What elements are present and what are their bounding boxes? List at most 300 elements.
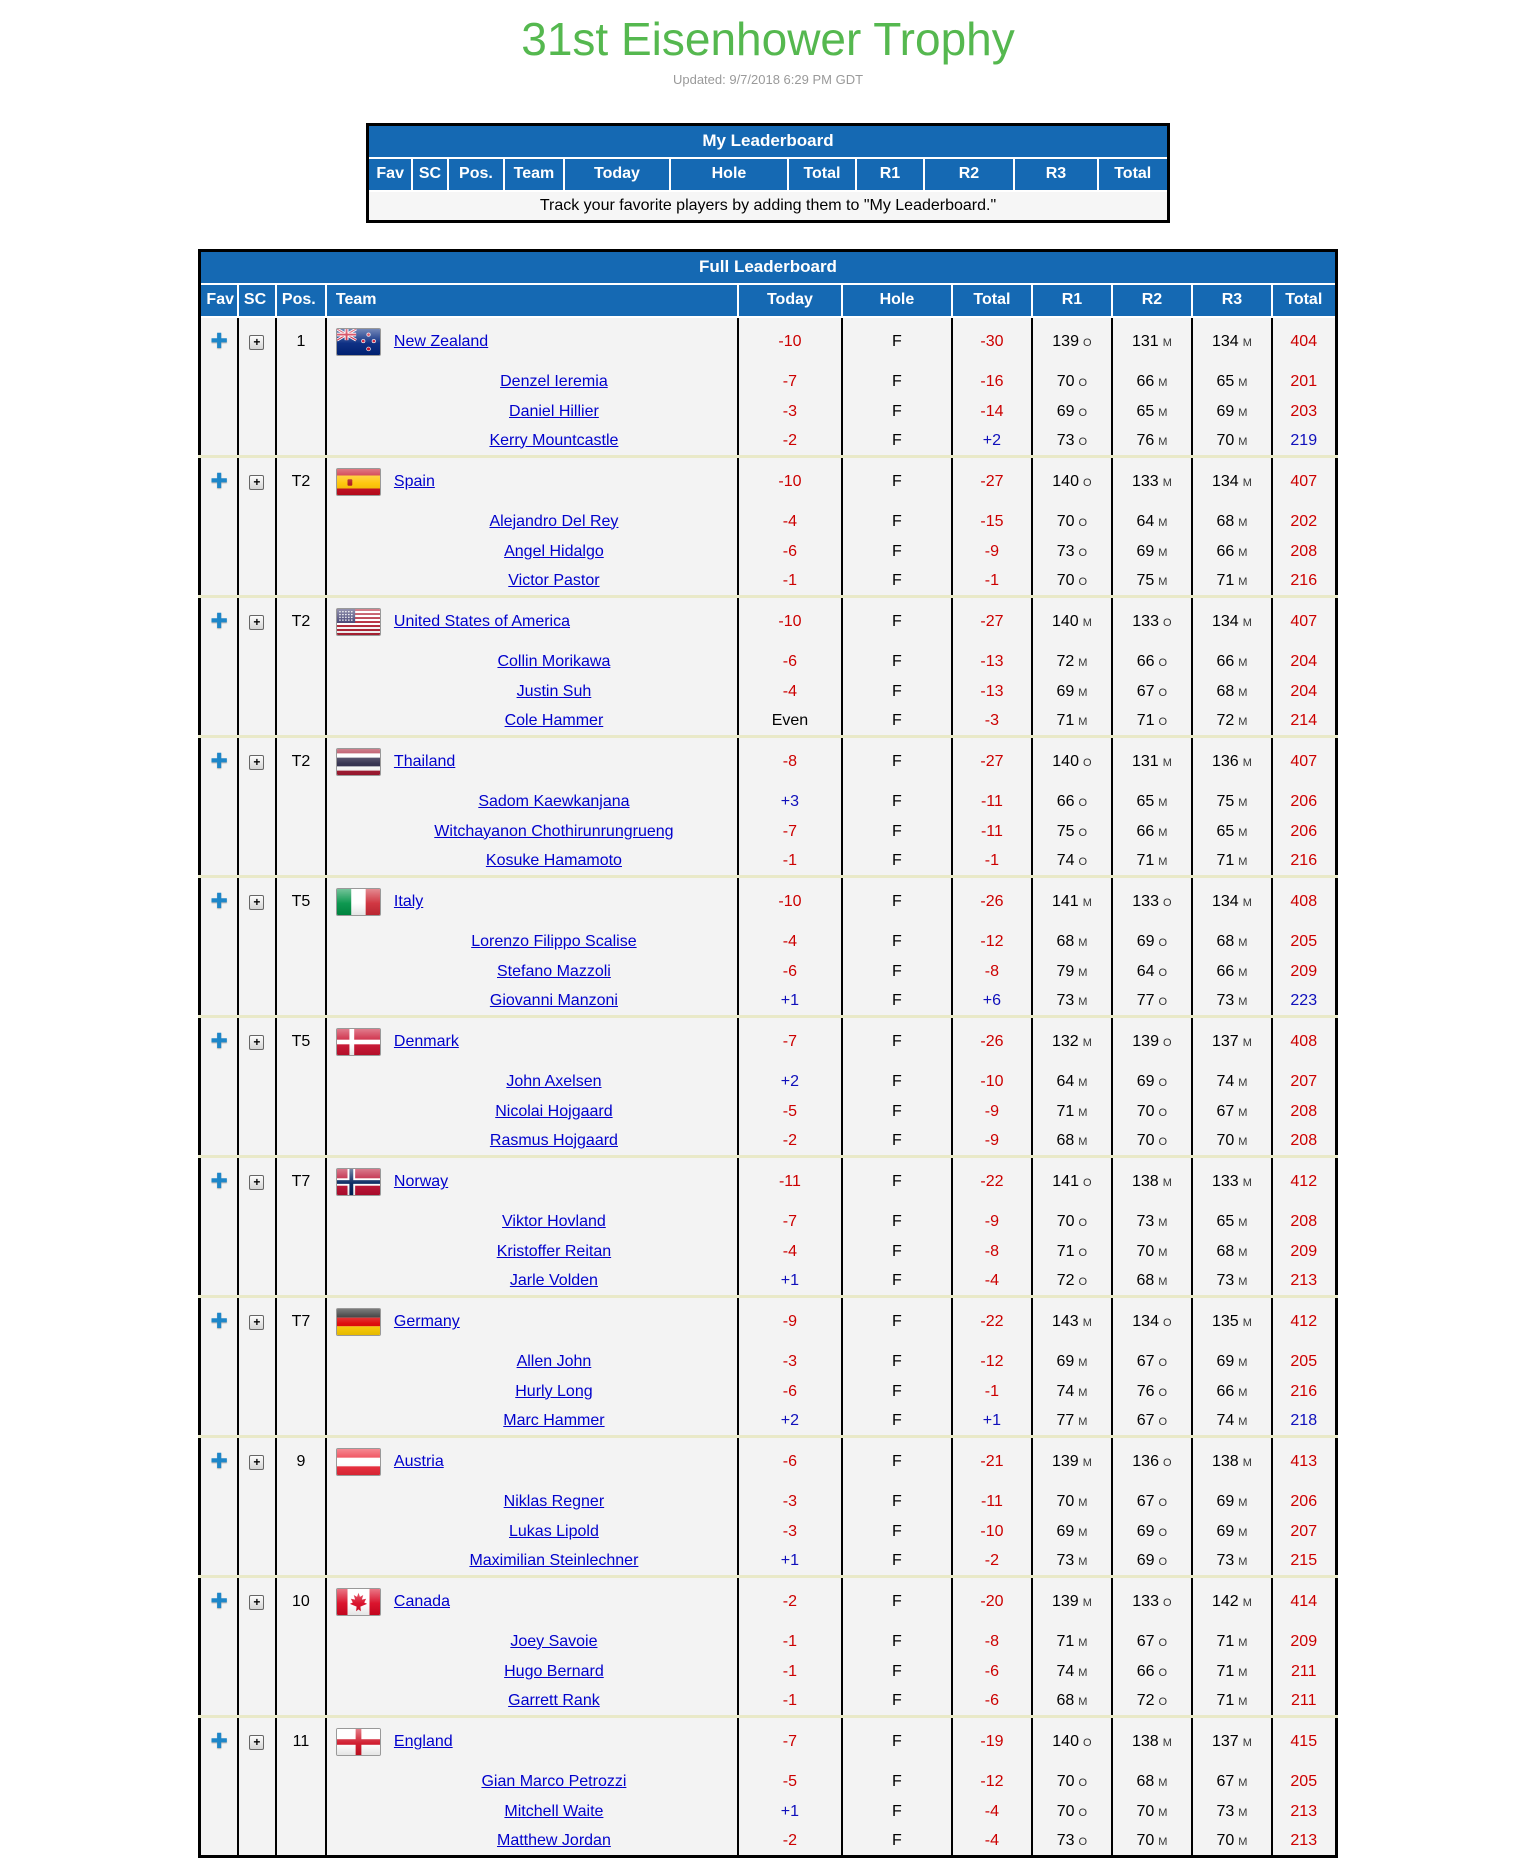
course-letter: O	[1158, 1526, 1168, 1539]
my-leaderboard-message: Track your favorite players by adding them to "My Leaderboard."	[368, 191, 1168, 222]
player-today-cell: -4	[738, 1237, 842, 1267]
player-link[interactable]: Marc Hammer	[503, 1411, 605, 1429]
team-name-cell	[326, 597, 738, 647]
course-letter: M	[1238, 1666, 1248, 1679]
course-letter: O	[1158, 1695, 1168, 1708]
player-link[interactable]: Giovanni Manzoni	[489, 991, 618, 1009]
team-position-cell: 10	[276, 1577, 326, 1627]
course-letter: M	[1082, 1597, 1092, 1610]
fav-cell-empty	[200, 817, 238, 847]
team-r2-cell: 133 M	[1112, 457, 1192, 507]
fav-cell-empty	[200, 1407, 238, 1437]
col-header-r2: R2	[1112, 284, 1192, 317]
course-letter: M	[1238, 936, 1248, 949]
team-group	[200, 1017, 1336, 1157]
player-link[interactable]: Kosuke Hamamoto	[485, 851, 622, 869]
pos-cell-empty	[276, 987, 326, 1017]
add-favorite-icon[interactable]: ✚	[210, 1730, 228, 1754]
player-total-topar-cell: -9	[952, 537, 1032, 567]
player-r1-cell: 73 M	[1032, 987, 1112, 1017]
player-name-cell	[326, 987, 738, 1017]
player-link[interactable]: Matthew Jordan	[497, 1831, 611, 1849]
player-today-cell: -6	[738, 1377, 842, 1407]
sc-cell	[238, 1297, 276, 1347]
player-cumulative-total-cell: 215	[1272, 1547, 1336, 1577]
team-link[interactable]: Norway	[393, 1173, 449, 1191]
sc-cell-empty	[238, 427, 276, 457]
flag-thailand-icon	[336, 748, 381, 776]
player-r2-cell: 67 O	[1112, 677, 1192, 707]
team-cumulative-total-cell: 407	[1272, 457, 1336, 507]
fav-cell-empty	[200, 1827, 238, 1857]
team-link[interactable]: England	[393, 1733, 453, 1751]
sc-cell	[238, 1437, 276, 1487]
course-letter: M	[1238, 546, 1248, 559]
sc-cell-empty	[238, 957, 276, 987]
pos-cell-empty	[276, 647, 326, 677]
sc-cell	[238, 877, 276, 927]
player-cumulative-total-cell: 205	[1272, 1767, 1336, 1797]
add-favorite-icon[interactable]: ✚	[210, 470, 228, 494]
course-letter: M	[1242, 1177, 1252, 1190]
sc-cell-empty	[238, 1767, 276, 1797]
course-letter: O	[1162, 617, 1172, 630]
player-r2-cell: 76 O	[1112, 1377, 1192, 1407]
player-name-cell	[326, 1547, 738, 1577]
add-favorite-icon[interactable]: ✚	[210, 610, 228, 634]
player-link[interactable]: Kristoffer Reitan	[496, 1242, 612, 1260]
team-position-cell: T2	[276, 457, 326, 507]
player-r2-cell: 66 M	[1112, 817, 1192, 847]
player-row	[200, 1687, 1336, 1717]
player-r3-cell: 67 M	[1192, 1767, 1272, 1797]
player-row	[200, 847, 1336, 877]
player-cumulative-total-cell: 207	[1272, 1517, 1336, 1547]
fav-cell	[200, 1297, 238, 1347]
player-hole-cell: F	[842, 427, 952, 457]
course-letter: O	[1082, 1737, 1092, 1750]
player-r1-cell: 70 O	[1032, 507, 1112, 537]
player-cumulative-total-cell: 213	[1272, 1827, 1336, 1857]
player-r1-cell: 66 O	[1032, 787, 1112, 817]
player-link[interactable]: Lukas Lipold	[509, 1522, 599, 1540]
player-name-cell	[326, 1267, 738, 1297]
expand-scorecard-button[interactable]: +	[249, 475, 264, 490]
player-row	[200, 647, 1336, 677]
fav-cell-empty	[200, 1097, 238, 1127]
player-link[interactable]: Witchayanon Chothirunrungrueng	[434, 822, 674, 840]
player-hole-cell: F	[842, 367, 952, 397]
player-hole-cell: F	[842, 647, 952, 677]
pos-cell-empty	[276, 1267, 326, 1297]
fav-cell	[200, 1717, 238, 1767]
player-row	[200, 1127, 1336, 1157]
fav-cell-empty	[200, 1347, 238, 1377]
player-r1-cell: 73 O	[1032, 427, 1112, 457]
player-link[interactable]: Gian Marco Petrozzi	[481, 1772, 627, 1790]
team-name-wrap	[327, 888, 737, 916]
player-cumulative-total-cell: 216	[1272, 1377, 1336, 1407]
player-row	[200, 1347, 1336, 1377]
fav-cell	[200, 457, 238, 507]
player-r3-cell: 65 M	[1192, 1207, 1272, 1237]
course-letter: M	[1082, 1457, 1092, 1470]
player-row	[200, 957, 1336, 987]
pos-cell-empty	[276, 1627, 326, 1657]
pos-cell-empty	[276, 507, 326, 537]
sc-cell-empty	[238, 1237, 276, 1267]
course-letter: M	[1158, 826, 1168, 839]
player-today-cell: -2	[738, 427, 842, 457]
player-link[interactable]: Rasmus Hojgaard	[489, 1131, 618, 1149]
player-r3-cell: 68 M	[1192, 1237, 1272, 1267]
course-letter: O	[1082, 477, 1092, 490]
team-link[interactable]: Italy	[393, 893, 424, 911]
add-favorite-icon[interactable]: ✚	[210, 1590, 228, 1614]
player-r3-cell: 71 M	[1192, 847, 1272, 877]
player-name-cell	[326, 1687, 738, 1717]
team-link[interactable]: New Zealand	[393, 333, 489, 350]
player-link[interactable]: Justin Suh	[516, 682, 592, 700]
player-link[interactable]: Stefano Mazzoli	[497, 962, 611, 980]
course-letter: M	[1078, 1666, 1088, 1679]
updated-timestamp: Updated: 9/7/2018 6:29 PM GDT	[672, 72, 864, 87]
col-header-total-cum: Total	[1098, 158, 1168, 191]
fav-cell-empty	[200, 1237, 238, 1267]
player-today-cell: +2	[738, 1407, 842, 1437]
course-letter: M	[1078, 1526, 1088, 1539]
expand-scorecard-button[interactable]: +	[249, 335, 264, 350]
player-hole-cell: F	[842, 707, 952, 737]
player-r3-cell: 71 M	[1192, 567, 1272, 597]
player-r3-cell: 68 M	[1192, 677, 1272, 707]
course-letter: M	[1238, 1135, 1248, 1148]
player-hole-cell: F	[842, 1207, 952, 1237]
team-link[interactable]: Thailand	[393, 753, 456, 771]
pos-cell-empty	[276, 537, 326, 567]
course-letter: M	[1242, 897, 1252, 910]
course-letter: O	[1078, 406, 1088, 419]
player-r1-cell: 64 M	[1032, 1067, 1112, 1097]
expand-scorecard-button[interactable]: +	[249, 1175, 264, 1190]
player-link[interactable]: Jarle Volden	[509, 1271, 598, 1289]
pos-cell-empty	[276, 1347, 326, 1377]
player-row	[200, 1407, 1336, 1437]
add-favorite-icon[interactable]: ✚	[210, 890, 228, 914]
player-link[interactable]: Allen John	[516, 1352, 592, 1370]
course-letter: M	[1162, 1177, 1172, 1190]
expand-scorecard-button[interactable]: +	[249, 895, 264, 910]
sc-cell-empty	[238, 1127, 276, 1157]
sc-cell-empty	[238, 1377, 276, 1407]
player-link[interactable]: Nicolai Hojgaard	[495, 1102, 613, 1120]
pos-cell-empty	[276, 1517, 326, 1547]
player-cumulative-total-cell: 208	[1272, 1127, 1336, 1157]
player-r2-cell: 69 O	[1112, 1517, 1192, 1547]
player-name-cell	[326, 1127, 738, 1157]
player-hole-cell: F	[842, 1767, 952, 1797]
player-cumulative-total-cell: 216	[1272, 847, 1336, 877]
player-today-cell: -1	[738, 1687, 842, 1717]
expand-scorecard-button[interactable]: +	[249, 1315, 264, 1330]
player-link[interactable]: Maximilian Steinlechner	[469, 1551, 639, 1569]
player-today-cell: -1	[738, 1657, 842, 1687]
team-position-cell: T5	[276, 877, 326, 927]
pos-cell-empty	[276, 567, 326, 597]
team-link[interactable]: Spain	[393, 473, 435, 491]
course-letter: M	[1162, 337, 1172, 349]
player-link[interactable]: Collin Morikawa	[497, 652, 611, 670]
expand-scorecard-button[interactable]: +	[249, 1035, 264, 1050]
add-favorite-icon[interactable]: ✚	[210, 1450, 228, 1474]
expand-scorecard-button[interactable]: +	[249, 1735, 264, 1750]
player-hole-cell: F	[842, 1127, 952, 1157]
course-letter: M	[1242, 1037, 1252, 1050]
team-group	[200, 1157, 1336, 1297]
player-today-cell: -5	[738, 1767, 842, 1797]
player-r2-cell: 67 O	[1112, 1347, 1192, 1377]
pos-cell-empty	[276, 787, 326, 817]
fav-cell-empty	[200, 1067, 238, 1097]
player-hole-cell: F	[842, 1487, 952, 1517]
player-r1-cell: 70 O	[1032, 367, 1112, 397]
add-favorite-icon[interactable]: ✚	[210, 1030, 228, 1054]
player-r1-cell: 71 O	[1032, 1237, 1112, 1267]
player-name-cell	[326, 1377, 738, 1407]
player-cumulative-total-cell: 205	[1272, 1347, 1336, 1377]
player-cumulative-total-cell: 206	[1272, 787, 1336, 817]
player-r2-cell: 70 O	[1112, 1127, 1192, 1157]
player-row	[200, 1097, 1336, 1127]
course-letter: M	[1082, 1037, 1092, 1050]
sc-cell	[238, 1577, 276, 1627]
player-r1-cell: 68 M	[1032, 1127, 1112, 1157]
flag-canada-icon	[336, 1588, 381, 1616]
add-favorite-icon[interactable]: ✚	[210, 1310, 228, 1334]
col-header-fav: Fav	[200, 284, 238, 317]
player-r3-cell: 75 M	[1192, 787, 1272, 817]
course-letter: M	[1238, 656, 1248, 669]
add-favorite-icon[interactable]: ✚	[210, 330, 228, 353]
player-hole-cell: F	[842, 1827, 952, 1857]
course-letter: M	[1238, 1555, 1248, 1568]
team-cumulative-total-cell: 412	[1272, 1157, 1336, 1207]
team-link[interactable]: Germany	[393, 1313, 460, 1331]
player-total-topar-cell: -12	[952, 1347, 1032, 1377]
player-row	[200, 1627, 1336, 1657]
my-leaderboard-table	[366, 123, 1169, 223]
sc-cell	[238, 1157, 276, 1207]
course-letter: M	[1238, 1356, 1248, 1369]
player-total-topar-cell: -6	[952, 1657, 1032, 1687]
player-link[interactable]: Garrett Rank	[508, 1691, 600, 1709]
page-title: 31st Eisenhower Trophy	[521, 13, 1015, 65]
player-r2-cell: 67 O	[1112, 1487, 1192, 1517]
course-letter: O	[1158, 715, 1168, 728]
player-link[interactable]: Kerry Mountcastle	[489, 431, 619, 449]
team-today-cell: -8	[738, 737, 842, 787]
player-hole-cell: F	[842, 1097, 952, 1127]
pos-cell-empty	[276, 927, 326, 957]
player-name-cell	[326, 1097, 738, 1127]
player-link[interactable]: Sadom Kaewkanjana	[478, 792, 630, 810]
player-r3-cell: 69 M	[1192, 1487, 1272, 1517]
team-row	[200, 1297, 1336, 1347]
player-r1-cell: 71 M	[1032, 707, 1112, 737]
player-link[interactable]: John Axelsen	[506, 1072, 602, 1090]
player-link[interactable]: Alejandro Del Rey	[489, 512, 619, 530]
player-today-cell: -1	[738, 1627, 842, 1657]
team-link[interactable]: Denmark	[393, 1033, 459, 1051]
player-r1-cell: 70 O	[1032, 1767, 1112, 1797]
sc-cell-empty	[238, 987, 276, 1017]
team-row	[200, 1577, 1336, 1627]
team-position-cell: 1	[276, 317, 326, 367]
team-r2-cell: 136 O	[1112, 1437, 1192, 1487]
player-name-cell	[326, 537, 738, 567]
team-r1-cell: 140 M	[1032, 597, 1112, 647]
team-position-cell: T7	[276, 1297, 326, 1347]
player-r1-cell: 71 M	[1032, 1097, 1112, 1127]
player-link[interactable]: Niklas Regner	[503, 1492, 605, 1510]
sc-cell-empty	[238, 1797, 276, 1827]
player-link[interactable]: Hugo Bernard	[504, 1662, 604, 1680]
player-link[interactable]: Hurly Long	[515, 1382, 593, 1400]
course-letter: O	[1162, 1037, 1172, 1050]
fav-cell-empty	[200, 647, 238, 677]
player-row	[200, 987, 1336, 1017]
course-letter: M	[1242, 1317, 1252, 1330]
course-letter: M	[1158, 855, 1168, 868]
team-name-cell	[326, 1297, 738, 1347]
flag-denmark-icon	[336, 1028, 381, 1056]
course-letter: M	[1078, 995, 1088, 1008]
course-letter: M	[1238, 966, 1248, 979]
team-r3-cell: 134 M	[1192, 597, 1272, 647]
expand-scorecard-button[interactable]: +	[249, 1595, 264, 1610]
course-letter: M	[1078, 1076, 1088, 1089]
fav-cell-empty	[200, 1377, 238, 1407]
team-total-topar-cell: -27	[952, 737, 1032, 787]
player-total-topar-cell: -8	[952, 1237, 1032, 1267]
player-total-topar-cell: +6	[952, 987, 1032, 1017]
col-header-r2: R2	[924, 158, 1014, 191]
player-link[interactable]: Lorenzo Filippo Scalise	[471, 932, 637, 950]
team-link[interactable]: United States of America	[393, 613, 571, 631]
team-total-topar-cell: -20	[952, 1577, 1032, 1627]
player-today-cell: +1	[738, 1547, 842, 1577]
player-cumulative-total-cell: 204	[1272, 647, 1336, 677]
player-link[interactable]: Mitchell Waite	[504, 1802, 604, 1820]
course-letter: M	[1238, 406, 1248, 419]
sc-cell	[238, 1017, 276, 1067]
team-today-cell: -10	[738, 877, 842, 927]
player-r3-cell: 68 M	[1192, 927, 1272, 957]
team-today-cell: -9	[738, 1297, 842, 1347]
course-letter: O	[1078, 575, 1088, 588]
course-letter: O	[1078, 1776, 1088, 1789]
course-letter: O	[1078, 796, 1088, 809]
expand-scorecard-button[interactable]: +	[249, 615, 264, 630]
team-name-cell	[326, 1437, 738, 1487]
player-link[interactable]: Cole Hammer	[504, 711, 604, 729]
player-r1-cell: 75 O	[1032, 817, 1112, 847]
pos-cell-empty	[276, 397, 326, 427]
player-link[interactable]: Angel Hidalgo	[504, 542, 604, 560]
team-link[interactable]: Canada	[393, 1593, 450, 1611]
team-today-cell: -10	[738, 457, 842, 507]
player-row	[200, 707, 1336, 737]
team-today-cell: -2	[738, 1577, 842, 1627]
course-letter: M	[1238, 1415, 1248, 1428]
course-letter: M	[1078, 715, 1088, 728]
expand-scorecard-button[interactable]: +	[249, 755, 264, 770]
team-cumulative-total-cell: 414	[1272, 1577, 1336, 1627]
team-r1-cell: 139 M	[1032, 1437, 1112, 1487]
course-letter: M	[1078, 1106, 1088, 1119]
course-letter: O	[1078, 1275, 1088, 1288]
add-favorite-icon[interactable]: ✚	[210, 1170, 228, 1194]
player-name-cell	[326, 647, 738, 677]
player-name-cell	[326, 677, 738, 707]
flag-england-icon	[336, 1728, 381, 1756]
col-header-total: Total	[952, 284, 1032, 317]
player-link[interactable]: Viktor Hovland	[502, 1212, 606, 1230]
team-r3-cell: 137 M	[1192, 1717, 1272, 1767]
course-letter: O	[1158, 1496, 1168, 1509]
fav-cell-empty	[200, 1627, 238, 1657]
player-total-topar-cell: -16	[952, 367, 1032, 397]
course-letter: M	[1078, 1695, 1088, 1708]
team-name-wrap	[327, 1028, 737, 1056]
player-total-topar-cell: -13	[952, 677, 1032, 707]
player-row	[200, 1767, 1336, 1797]
team-hole-cell: F	[842, 1157, 952, 1207]
pos-cell-empty	[276, 1377, 326, 1407]
player-cumulative-total-cell: 208	[1272, 1207, 1336, 1237]
player-r2-cell: 66 M	[1112, 367, 1192, 397]
player-row	[200, 1267, 1336, 1297]
team-today-cell: -6	[738, 1437, 842, 1487]
full-leaderboard-table	[198, 249, 1337, 1858]
player-today-cell: -6	[738, 957, 842, 987]
course-letter: M	[1238, 1386, 1248, 1399]
course-letter: O	[1082, 757, 1092, 770]
course-letter: O	[1158, 1666, 1168, 1679]
player-hole-cell: F	[842, 1547, 952, 1577]
player-name-cell	[326, 427, 738, 457]
team-link[interactable]: Austria	[393, 1453, 444, 1471]
player-total-topar-cell: -2	[952, 1547, 1032, 1577]
player-r2-cell: 65 M	[1112, 787, 1192, 817]
course-letter: M	[1158, 1275, 1168, 1288]
team-today-cell: -7	[738, 1017, 842, 1067]
course-letter: M	[1158, 406, 1168, 419]
player-r1-cell: 70 O	[1032, 1207, 1112, 1237]
player-link[interactable]: Joey Savoie	[510, 1632, 598, 1650]
player-name-cell	[326, 707, 738, 737]
player-link[interactable]: Denzel Ieremia	[500, 372, 608, 390]
player-link[interactable]: Victor Pastor	[508, 571, 600, 589]
player-link[interactable]: Daniel Hillier	[509, 402, 599, 420]
player-cumulative-total-cell: 216	[1272, 567, 1336, 597]
course-letter: O	[1162, 1597, 1172, 1610]
pos-cell-empty	[276, 1767, 326, 1797]
team-hole-cell: F	[842, 1717, 952, 1767]
add-favorite-icon[interactable]: ✚	[210, 750, 228, 774]
team-name-wrap	[327, 468, 737, 496]
expand-scorecard-button[interactable]: +	[249, 1455, 264, 1470]
